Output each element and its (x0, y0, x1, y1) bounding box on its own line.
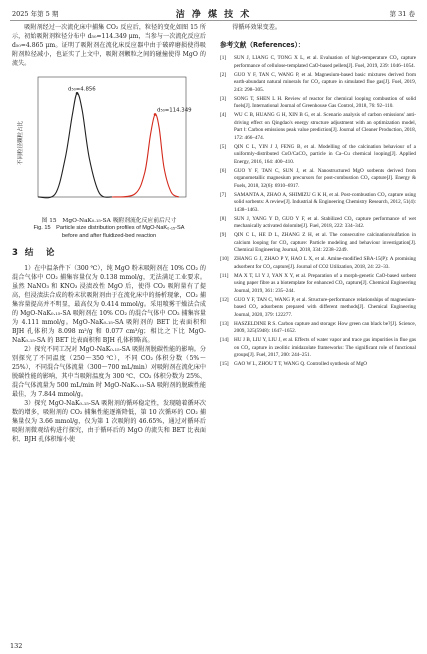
reference-number: [12] (220, 296, 229, 303)
reference-text: SAMANTA A, ZHAO A, SHIMIZU G K H, et al. Post-combustion CO₂ capture using solid sorbents: A review[J]. Industrial & Engineering Chemistry Research, 2012, 51(4): 1438–1463. (234, 191, 416, 213)
reference-number: [7] (220, 191, 227, 198)
reference-item (220, 96, 416, 111)
reference-item (220, 321, 416, 336)
reference-number: [5] (220, 143, 227, 150)
reference-number: [4] (220, 112, 227, 118)
reference-text: QIN C L, YIN J J, FENG B, et al. Modelling of the calcination behaviour of a uniformly-distributed CuO/CaCO₃ particle in Ca–Cu chemical looping[J]. Applied Energy, 2016, 164: 400–410. (234, 143, 416, 165)
reference-item (220, 168, 416, 191)
peak-marker-1 (76, 92, 79, 95)
reference-number: [6] (220, 167, 227, 174)
conclusion-2: 2）探究不同工况对 MgO-NaK₀.₁₅-SA 吸附剂脱碳性能的影响。分别探究了不同温度（250～350 ℃），不同 CO₂ 体积分数（5%～25%），不同混合气体流量（300～700 mL/min）对吸附剂在流化床中脱碳性能的影响，其中当吸附温度为 300 ℃、CO₂ 体积分数为 25%、混合气体流量为 500 mL/min 时 MgO-NaK₀.₁₅-SA 吸附剂的脱碳性能最佳，为 7.844 mmol/g。 (12, 346, 206, 398)
reference-item (220, 273, 416, 296)
peak-label-2: d₅₀=114.349 (157, 107, 192, 114)
reference-item (220, 55, 416, 70)
y-axis-label: 不同粒径颗粒占比 (18, 120, 24, 166)
reference-text: QIN C L, HE D L, ZHANG Z H, et al. The consecutive calcination/sulfation in calcium looping for CO₂ capture: Particle modeling and behaviour investigation[J]. Chemical Engineering Journal, 2018, 334: 2238–2249. (234, 232, 416, 253)
reference-text: MA X T, LI Y J, YAN X Y, et al. Preparation of a morph-genetic CaO-based sorbent using paper fibre as a biotemplate for enhanced CO₂ capture[J]. Chemical Engineering Journal, 2019, 361: 235–244. (234, 272, 416, 294)
reference-list (220, 55, 416, 369)
series-line-2 (112, 114, 179, 197)
volume-label: 第 31 卷 (389, 10, 415, 18)
reference-number: [8] (220, 215, 227, 222)
reference-text: GAO W L, ZHOU T T, WANG Q. Controlled synthesis of MgO (234, 361, 368, 367)
reference-text: SONG T, SHEN L H. Review of reactor for chemical looping combustion of solid fuels[J]. International Journal of Greenhouse Gas Control, 2018, 76: 92–110. (234, 95, 416, 109)
reference-item (220, 112, 416, 142)
chart-svg (12, 71, 206, 216)
references-heading: 参考文献（References）： (220, 41, 305, 49)
reference-text: GUO Y F, TAN C, WANG P, et al. Magnesium-based basic mixtures derived from earth-abundant natural minerals for CO₂ capture in simulated flue gas[J]. Fuel, 2019, 243: 298–305. (234, 71, 416, 93)
reference-text: GUO Y F, TAN C, WANG P, et al. Structure-performance relationships of magnesium-based CO₂ adsorbents prepared with different methods[J]. Chemical Engineering Journal, 2020, 379: 122277. (234, 296, 416, 318)
journal-title: 洁 净 煤 技 术 (175, 10, 252, 20)
series-line-1 (38, 93, 112, 198)
reference-text: WU C B, HUANG G H, XIN B G, et al. Scenario analysis of carbon emissions' anti-driving effect on Qingdao's energy structure adjustment with an optimization model, Part Ⅰ: Carbon emissions peak value prediction[J]. Journal of Cleaner Production, 2018, 172: 466–474. (234, 112, 416, 141)
reference-text: SUN J, LIANG C, TONG X L, et al. Evaluation of high-temperature CO₂ capture performance of cellulose-templated CaO-based pellets[J]. Fuel, 2019, 239: 1046–1054. (234, 55, 416, 69)
reference-number: [3] (220, 95, 227, 102)
issue-label: 2025 年第 5 期 (12, 10, 59, 18)
peak-label-1: d₅₀=4.856 (68, 86, 96, 93)
page-number: 132 (10, 642, 23, 650)
reference-number: [1] (220, 55, 227, 61)
section-heading: 3 结 论 (12, 248, 57, 258)
reference-text: HASZELDINE R S. Carbon capture and storage: How green can black be?[J]. Science, 2009, 325(5948): 1647–1652. (234, 320, 416, 334)
reference-text: HU J B, LIU Y, LIU J, et al. Effects of water vapor and trace gas impurities in flue gas on CO₂ capture in zeolitic imidazolate frameworks: The significant role of functional groups[J]. Fuel, 2017, 200: 244–251. (234, 337, 416, 358)
reference-number: [15] (220, 361, 229, 367)
peak-marker-2 (154, 113, 157, 116)
figure-caption-en-2: before and after fluidized-bed reaction (61, 232, 157, 239)
reference-number: [14] (220, 337, 229, 343)
reference-text: ZHANG G J, ZHAO P Y, HAO L X, et al. Amine-modified SBA-15(P): A promising adsorbent for CO₂ capture[J]. Journal of CO2 Utilization, 2018, 24: 22–33. (234, 256, 416, 270)
reference-number: [13] (220, 320, 229, 327)
reference-item (220, 337, 416, 360)
running-header (10, 6, 417, 21)
reference-text: SUN J, YANG Y D, GUO Y F, et al. Stabilized CO₂ capture performance of wet mechanically activated dolomite[J]. Fuel, 2018, 222: 334–342. (234, 215, 416, 229)
reference-item (220, 144, 416, 167)
reference-item (220, 297, 416, 320)
conclusion-continuation: 得循环效果变差。 (232, 24, 281, 31)
reference-item (220, 192, 416, 215)
reference-item (220, 216, 416, 231)
reference-item (220, 232, 416, 255)
reference-number: [2] (220, 71, 227, 78)
reference-number: [10] (220, 256, 229, 262)
reference-number: [11] (220, 272, 229, 279)
left-column (12, 23, 206, 444)
reference-item (220, 72, 416, 95)
reference-item (220, 256, 416, 271)
reference-text: GUO Y F, TAN C, SUN J, et al. Nanostructured MgO sorbents derived from organometallic magnesium precursors for post-combustion CO₂ capture[J]. Energy & Fuels, 2018, 32(6): 6910–6917. (234, 167, 416, 189)
conclusion-3: 3）探究 MgO-NaK₀.₁₅-SA 吸附剂的循环稳定性，发现随着循环次数的增多，吸附剂的 CO₂ 捕集性能逐渐降低，第 10 次循环的 CO₂ 捕集量仅为 3.66 mmol/g，仅为第 1 次吸附的 46.65%，通过对循环后吸附剂微观结构进行探究，由于循环后的 MgO 的流失和 BET 比表面积、BJH 孔体积缩小使 (12, 400, 206, 443)
reference-item (220, 361, 416, 369)
figure-caption-en-1: Fig. 15 Particle size distribution profiles of MgO-NaK₀.₁₅-SA (33, 225, 185, 231)
figure-caption-cn: 图 15 MgO-NaK₀.₁₅-SA 吸附剂流化反应前后尺寸 (41, 218, 177, 224)
conclusion-1: 1）在中温条件下（300 ℃），纯 MgO 粉末吸附剂在 10% CO₂ 的混合气体中 CO₂ 捕集容量仅为 0.138 mmol/g，无法满足工业要求。虽然 NaNO₃ 和 KNO₃ 浸渍改性 MgO 后，使得 CO₂ 吸附量有了提高，但浸渍法合成的粉末状吸附剂由于在流化床中的扬析现象，CO₂ 捕集容量提高并不明显，最高仅为 0.414 mmol/g。采用喷雾干燥法合成的 MgO-NaK₀.₁₅-SA 吸附剂在 10% CO₂ 的混合气体中 CO₂ 捕集容量为 4.111 mmol/g。MgO-NaK₀.₁₅-SA 吸附剂的 BET 比表面积和 BJH 孔体积为 8.098 m²/g 和 0.077 cm³/g；相比之下比 MgO-NaK₀.₁₅-SA 的 BET 比表面积和 BJH 孔体积略高。 (12, 265, 206, 344)
intro-paragraph: 吸附剂经过一次流化床中捕集 CO₂ 反应后，粒径的变化如图 15 所示，初始吸附剂粒径分布中 d₅₀=114.349 μm，当参与一次流化反应后 d₅₀=4.865 μm。证明了吸附剂在流化床反应器中由于破碎磨损使得吸附剂粒径减小，也证实了上文中，吸附剂颗粒之间的碰撞使得 MgO 的流失。 (12, 24, 206, 67)
reference-number: [9] (220, 232, 227, 238)
right-column (220, 23, 416, 370)
particle-size-chart (12, 71, 206, 216)
